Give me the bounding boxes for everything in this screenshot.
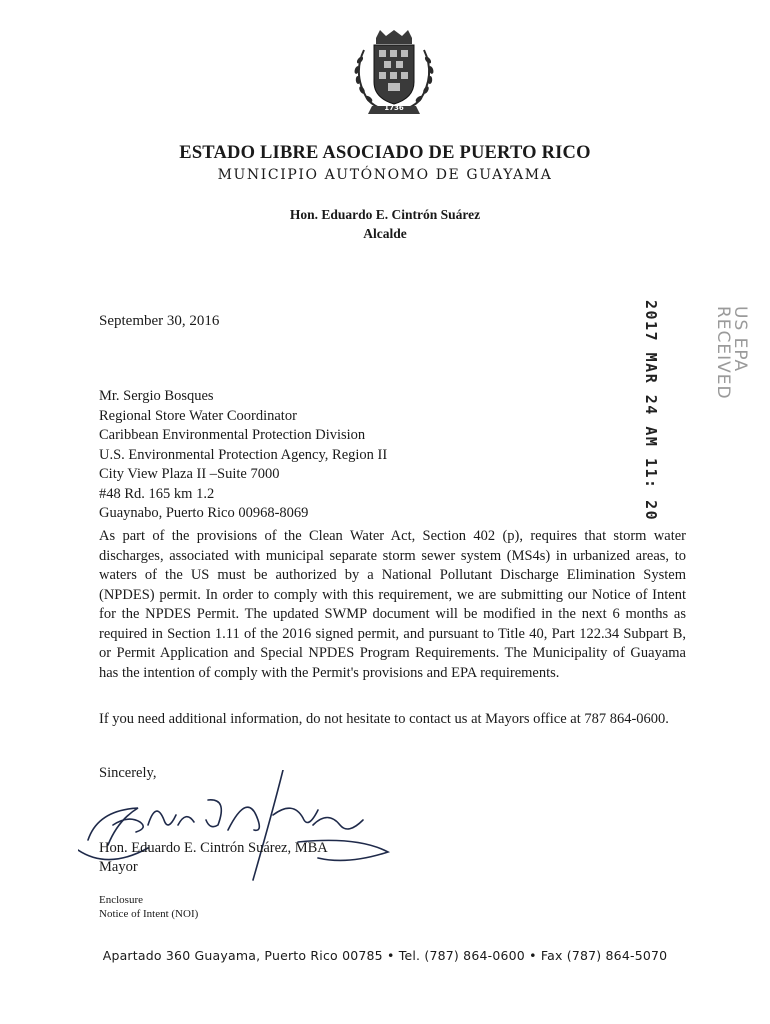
enclosure-item: Notice of Intent (NOI) xyxy=(99,908,199,920)
stamp-received xyxy=(714,306,748,400)
municipality-heading: MUNICIPIO AUTÓNOMO DE GUAYAMA xyxy=(217,167,553,183)
recipient-line: Caribbean Environmental Protection Division xyxy=(99,427,366,443)
closing: Sincerely, xyxy=(99,765,157,781)
mayor-title-heading: Alcalde xyxy=(363,226,407,241)
recipient-line: #48 Rd. 165 km 1.2 xyxy=(99,485,215,502)
enclosure-label: Enclosure xyxy=(99,894,143,906)
received-stamp xyxy=(640,300,750,522)
body-paragraph: As part of the provisions of the Clean Water Act, Section 402 (p), requires that storm water discharges, associated with municipal separate storm sewer system (MS4s) in urbanized areas, to waters of the US must be authorized by a National Pollutant Discharge Elimination System (NPDES) permit. In order to comply with this requirement, we are submitting our Notice of Intent for the NPDES Permit. The updated SWMP document will be modified in the next 6 months as required in Section 1.11 of the 2016 signed permit, and pursuant to Title 40, Part 122.34 Subpart B, or Permit Application and Special NPDES Program Requirements. The Municipality of Guayama has the intention of comply with the Permit's provisions and EPA requirements. xyxy=(99,528,686,681)
state-heading: ESTADO LIBRE ASOCIADO DE PUERTO RICO xyxy=(179,143,591,163)
recipient-line: U.S. Environmental Protection Agency, Region II xyxy=(99,446,388,463)
body-paragraph: If you need additional information, do not hesitate to contact us at Mayors office at 787 864-0600. xyxy=(99,711,669,727)
stamp-date: 2017 MAR 24 AM 11: 20 xyxy=(642,300,660,522)
footer-contact: Apartado 360 Guayama, Puerto Rico 00785 • Tel. (787) 864-0600 • Fax (787) 864-5070 xyxy=(102,948,668,963)
recipient-address xyxy=(99,387,387,524)
signer-name: Hon. Eduardo E. Cintrón Suárez, MBA xyxy=(99,840,328,856)
enclosure-note xyxy=(99,893,198,921)
recipient-line: Regional Store Water Coordinator xyxy=(99,407,297,424)
recipient-line: Mr. Sergio Bosques xyxy=(99,388,214,404)
stamp-received-word: RECEIVED xyxy=(713,306,733,400)
municipal-seal xyxy=(346,30,442,120)
recipient-line: Guaynabo, Puerto Rico 00968-8069 xyxy=(99,505,309,521)
recipient-line: City View Plaza II –Suite 7000 xyxy=(99,466,280,482)
mayor-name-heading: Hon. Eduardo E. Cintrón Suárez xyxy=(289,207,481,222)
letter-date: September 30, 2016 xyxy=(99,313,220,329)
seal-year: 1736 xyxy=(384,104,404,112)
stamp-agency: US EPA xyxy=(730,306,750,373)
signer-title: Mayor xyxy=(99,859,138,875)
